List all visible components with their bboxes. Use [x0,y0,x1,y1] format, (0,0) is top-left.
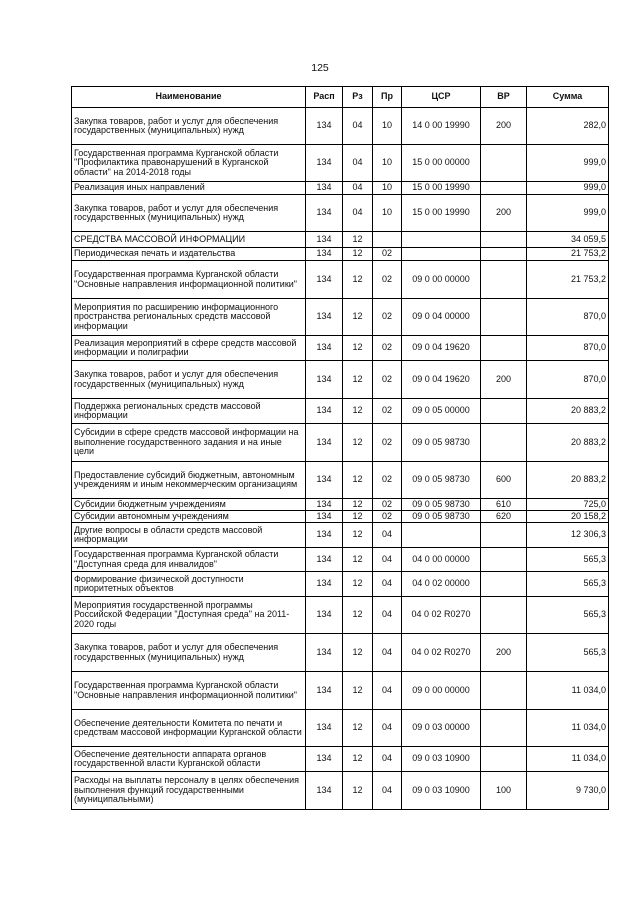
cell-vr [481,299,527,336]
cell-name: Периодическая печать и издательства [72,248,306,261]
table-row [72,523,609,548]
cell-vr: 200 [481,108,527,145]
cell-vr [481,248,527,261]
cell-rasp: 134 [306,772,343,810]
table-row [72,261,609,299]
cell-rz: 12 [343,772,373,810]
cell-vr [481,523,527,548]
cell-csr [402,232,481,248]
cell-rasp: 134 [306,548,343,572]
cell-name: Закупка товаров, работ и услуг для обеспечения государственных (муниципальных) нужд [72,108,306,145]
cell-rz: 12 [343,261,373,299]
table-row [72,108,609,145]
cell-sum: 21 753,2 [527,248,609,261]
table-row [72,499,609,511]
cell-rasp: 134 [306,336,343,361]
cell-rasp: 134 [306,462,343,499]
cell-pr: 04 [373,710,402,747]
cell-pr: 04 [373,597,402,634]
cell-name: Расходы на выплаты персоналу в целях обеспечения выполнения функций государственными (муниципальными) [72,772,306,810]
cell-vr [481,572,527,597]
cell-rasp: 134 [306,597,343,634]
cell-rasp: 134 [306,248,343,261]
cell-sum: 870,0 [527,299,609,336]
cell-rasp: 134 [306,182,343,195]
cell-sum: 565,3 [527,548,609,572]
cell-name: Субсидии автономным учреждениям [72,511,306,523]
cell-sum: 999,0 [527,195,609,232]
cell-rasp: 134 [306,145,343,182]
cell-pr: 02 [373,399,402,424]
cell-sum: 999,0 [527,145,609,182]
cell-rz: 12 [343,424,373,462]
cell-pr: 02 [373,336,402,361]
cell-pr: 02 [373,261,402,299]
cell-rz: 04 [343,108,373,145]
cell-pr: 10 [373,145,402,182]
table-row [72,195,609,232]
cell-vr [481,336,527,361]
header-vr: ВР [481,87,527,108]
cell-name: Мероприятия по расширению информационного пространства региональных средств массовой информации [72,299,306,336]
cell-vr [481,597,527,634]
cell-rasp: 134 [306,232,343,248]
table-row [72,672,609,710]
cell-sum: 20 158,2 [527,511,609,523]
table-row [72,634,609,672]
table-row [72,548,609,572]
cell-name: Государственная программа Курганской области "Доступная среда для инвалидов" [72,548,306,572]
cell-csr: 04 0 02 R0270 [402,597,481,634]
table-row [72,511,609,523]
cell-name: Формирование физической доступности приоритетных объектов [72,572,306,597]
cell-vr: 200 [481,195,527,232]
cell-sum: 565,3 [527,597,609,634]
cell-rz: 12 [343,299,373,336]
cell-vr [481,548,527,572]
cell-name: Обеспечение деятельности Комитета по печати и средствам массовой информации Курганской области [72,710,306,747]
cell-csr: 09 0 03 10900 [402,747,481,772]
cell-sum: 20 883,2 [527,399,609,424]
cell-sum: 12 306,3 [527,523,609,548]
cell-rz: 12 [343,499,373,511]
cell-csr: 14 0 00 19990 [402,108,481,145]
cell-csr: 15 0 00 19990 [402,182,481,195]
table-row [72,299,609,336]
cell-sum: 20 883,2 [527,424,609,462]
cell-vr: 600 [481,462,527,499]
cell-sum: 565,3 [527,634,609,672]
cell-sum: 11 034,0 [527,710,609,747]
cell-rasp: 134 [306,399,343,424]
table-row [72,424,609,462]
cell-csr: 09 0 00 00000 [402,672,481,710]
cell-rz: 12 [343,336,373,361]
cell-pr: 04 [373,523,402,548]
cell-sum: 282,0 [527,108,609,145]
cell-pr: 04 [373,548,402,572]
cell-rz: 04 [343,145,373,182]
cell-csr: 15 0 00 00000 [402,145,481,182]
cell-csr: 09 0 05 98730 [402,424,481,462]
cell-sum: 34 059,5 [527,232,609,248]
cell-rasp: 134 [306,261,343,299]
cell-name: Реализация иных направлений [72,182,306,195]
cell-pr: 10 [373,182,402,195]
cell-pr: 10 [373,195,402,232]
cell-pr: 02 [373,462,402,499]
cell-pr: 02 [373,499,402,511]
cell-sum: 11 034,0 [527,672,609,710]
table-row [72,399,609,424]
cell-rz: 12 [343,548,373,572]
cell-sum: 21 753,2 [527,261,609,299]
cell-csr: 09 0 04 19620 [402,336,481,361]
cell-name: СРЕДСТВА МАССОВОЙ ИНФОРМАЦИИ [72,232,306,248]
cell-name: Обеспечение деятельности аппарата органов государственной власти Курганской области [72,747,306,772]
cell-rasp: 134 [306,672,343,710]
cell-sum: 999,0 [527,182,609,195]
cell-name: Закупка товаров, работ и услуг для обеспечения государственных (муниципальных) нужд [72,195,306,232]
cell-rasp: 134 [306,572,343,597]
cell-pr: 02 [373,248,402,261]
table-row [72,232,609,248]
cell-rasp: 134 [306,511,343,523]
cell-csr: 04 0 02 R0270 [402,634,481,672]
cell-rz: 12 [343,511,373,523]
cell-rz: 12 [343,747,373,772]
cell-sum: 11 034,0 [527,747,609,772]
cell-csr: 09 0 00 00000 [402,261,481,299]
cell-sum: 725,0 [527,499,609,511]
cell-name: Государственная программа Курганской области "Профилактика правонарушений в Курганской области" на 2014-2018 годы [72,145,306,182]
cell-vr [481,747,527,772]
cell-csr: 09 0 04 19620 [402,361,481,399]
cell-name: Государственная программа Курганской области "Основные направления информационной политики" [72,672,306,710]
cell-rasp: 134 [306,710,343,747]
cell-vr [481,399,527,424]
cell-sum: 870,0 [527,336,609,361]
cell-rz: 12 [343,248,373,261]
cell-rz: 12 [343,634,373,672]
cell-csr: 09 0 05 98730 [402,511,481,523]
cell-name: Поддержка региональных средств массовой информации [72,399,306,424]
cell-rz: 04 [343,182,373,195]
cell-sum: 565,3 [527,572,609,597]
header-name: Наименование [72,87,306,108]
table-body [72,108,609,810]
cell-csr: 09 0 05 00000 [402,399,481,424]
cell-pr [373,232,402,248]
cell-vr [481,710,527,747]
cell-rz: 12 [343,523,373,548]
cell-sum: 20 883,2 [527,462,609,499]
cell-name: Мероприятия государственной программы Российской Федерации "Доступная среда" на 2011-2020 годы [72,597,306,634]
table-row [72,182,609,195]
cell-rz: 12 [343,462,373,499]
cell-name: Закупка товаров, работ и услуг для обеспечения государственных (муниципальных) нужд [72,634,306,672]
table-row [72,145,609,182]
cell-csr: 04 0 02 00000 [402,572,481,597]
cell-rasp: 134 [306,499,343,511]
table-row [72,361,609,399]
table-row [72,710,609,747]
table-row [72,597,609,634]
cell-vr: 610 [481,499,527,511]
cell-pr: 04 [373,747,402,772]
cell-pr: 04 [373,672,402,710]
table-row [72,248,609,261]
cell-csr: 09 0 05 98730 [402,499,481,511]
cell-vr: 200 [481,634,527,672]
cell-rz: 12 [343,399,373,424]
cell-name: Субсидии в сфере средств массовой информации на выполнение государственного задания и на иные цели [72,424,306,462]
cell-name: Закупка товаров, работ и услуг для обеспечения государственных (муниципальных) нужд [72,361,306,399]
cell-rasp: 134 [306,424,343,462]
cell-vr [481,232,527,248]
cell-rasp: 134 [306,361,343,399]
budget-table [71,86,609,810]
cell-rasp: 134 [306,523,343,548]
cell-csr: 09 0 04 00000 [402,299,481,336]
cell-name: Реализация мероприятий в сфере средств массовой информации и полиграфии [72,336,306,361]
cell-vr [481,145,527,182]
cell-name: Предоставление субсидий бюджетным, автономным учреждениям и иным некоммерческим организациям [72,462,306,499]
cell-rasp: 134 [306,299,343,336]
table-row [72,336,609,361]
cell-rasp: 134 [306,634,343,672]
cell-vr [481,182,527,195]
cell-pr: 02 [373,361,402,399]
header-csr: ЦСР [402,87,481,108]
cell-csr: 09 0 03 00000 [402,710,481,747]
cell-pr: 10 [373,108,402,145]
cell-pr: 04 [373,772,402,810]
header-pr: Пр [373,87,402,108]
cell-pr: 02 [373,424,402,462]
table-row [72,462,609,499]
header-sum: Сумма [527,87,609,108]
cell-rz: 12 [343,232,373,248]
cell-name: Другие вопросы в области средств массовой информации [72,523,306,548]
cell-csr: 04 0 00 00000 [402,548,481,572]
cell-vr [481,261,527,299]
cell-name: Субсидии бюджетным учреждениям [72,499,306,511]
header-rasp: Расп [306,87,343,108]
cell-rz: 12 [343,572,373,597]
cell-rz: 12 [343,672,373,710]
cell-pr: 04 [373,634,402,672]
cell-rasp: 134 [306,108,343,145]
cell-vr [481,672,527,710]
table-header-row [72,87,609,108]
cell-csr: 09 0 03 10900 [402,772,481,810]
page-number: 125 [311,62,329,74]
cell-rz: 04 [343,195,373,232]
cell-sum: 870,0 [527,361,609,399]
cell-pr: 04 [373,572,402,597]
cell-vr: 620 [481,511,527,523]
cell-csr [402,248,481,261]
cell-vr: 200 [481,361,527,399]
cell-vr: 100 [481,772,527,810]
cell-name: Государственная программа Курганской области "Основные направления информационной политики" [72,261,306,299]
cell-sum: 9 730,0 [527,772,609,810]
cell-rz: 12 [343,710,373,747]
table-row [72,572,609,597]
cell-pr: 02 [373,299,402,336]
header-rz: Рз [343,87,373,108]
cell-csr: 15 0 00 19990 [402,195,481,232]
cell-rasp: 134 [306,195,343,232]
cell-csr: 09 0 05 98730 [402,462,481,499]
cell-vr [481,424,527,462]
cell-csr [402,523,481,548]
cell-rz: 12 [343,597,373,634]
cell-rasp: 134 [306,747,343,772]
cell-pr: 02 [373,511,402,523]
table-row [72,747,609,772]
cell-rz: 12 [343,361,373,399]
table-row [72,772,609,810]
